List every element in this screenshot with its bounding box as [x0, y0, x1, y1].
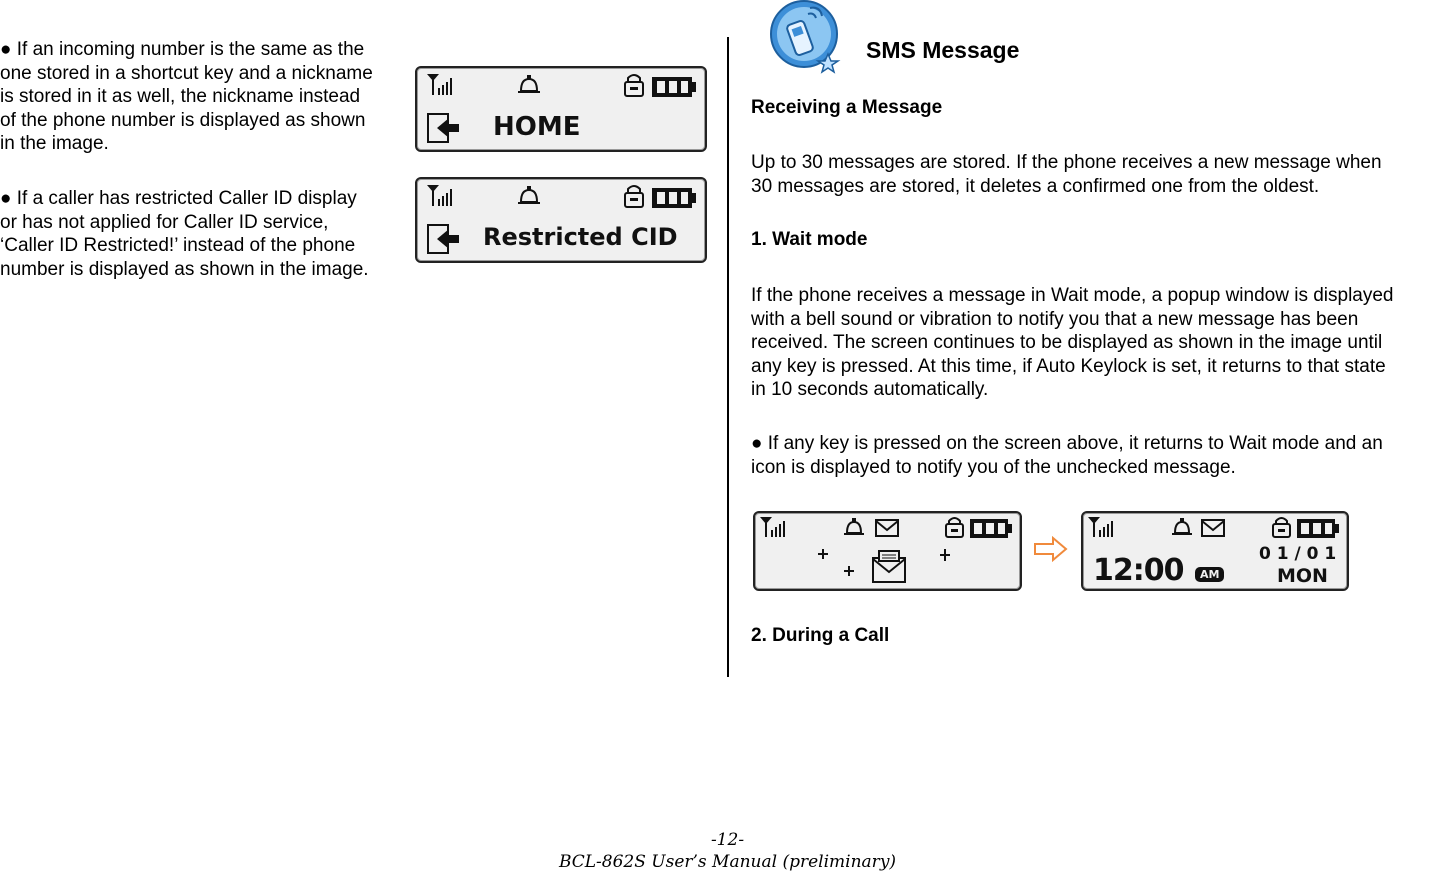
- battery-icon: [1297, 519, 1339, 538]
- wait-mode-paragraph: If the phone receives a message in Wait mode, a popup window is displayed with a bell sound or vibration to notify you that a new message has been received. The screen continues to be displayed as shown in the image until any key is pressed. At this time, if Auto Keylock is set, it returns to that state in 10 seconds automatically.: [751, 285, 1394, 400]
- lcd-ampm-badge: AM: [1195, 567, 1224, 582]
- during-call-heading: 2. During a Call: [751, 625, 890, 646]
- section-title: SMS Message: [866, 37, 1020, 63]
- battery-icon: [652, 188, 696, 208]
- signal-icon: [427, 74, 452, 95]
- lcd-screen-wait-mode: [1081, 511, 1349, 591]
- message-popup-icon: [873, 551, 905, 582]
- wait-mode-heading: 1. Wait mode: [751, 229, 868, 250]
- lock-icon: [625, 186, 643, 207]
- lcd-restricted-cid-label: Restricted CID: [483, 223, 678, 251]
- lcd-screen-home: [415, 66, 707, 152]
- bell-icon: [518, 186, 540, 204]
- bell-icon: [844, 518, 864, 535]
- home-nickname-paragraph: ● If an incoming number is the same as the one stored in a shortcut key and a nickname is stored in it as well, the nickname instead of the phone number is displayed as shown in the image.: [0, 39, 373, 154]
- lcd-weekday: MON: [1277, 565, 1328, 587]
- lcd-date: 0 1 / 0 1: [1259, 544, 1337, 564]
- battery-icon: [970, 519, 1012, 538]
- manual-title: BCL-862S User’s Manual (preliminary): [558, 852, 897, 872]
- signal-icon: [760, 517, 785, 537]
- receiving-heading: Receiving a Message: [751, 97, 943, 118]
- incoming-call-icon: [428, 114, 459, 142]
- lcd-home-label: HOME: [493, 112, 581, 142]
- lcd-screen-restricted-cid: [415, 177, 707, 263]
- page-number: -12-: [710, 830, 745, 850]
- lcd-status-icons: [755, 513, 1020, 589]
- lock-icon: [625, 75, 643, 96]
- envelope-icon: [1202, 520, 1224, 536]
- column-divider: [727, 37, 729, 677]
- restricted-cid-paragraph: ● If a caller has restricted Caller ID display or has not applied for Caller ID service, ‘Caller ID Restricted!’ instead of the phone number is displayed as shown in the image.: [0, 188, 369, 280]
- incoming-call-icon: [428, 225, 459, 253]
- signal-icon: [1088, 517, 1113, 537]
- bell-icon: [1172, 518, 1192, 535]
- bell-icon: [518, 75, 540, 93]
- intro-paragraph: Up to 30 messages are stored. If the phone receives a new message when 30 messages are stored, it deletes a confirmed one from the oldest.: [751, 152, 1382, 197]
- signal-icon: [427, 185, 452, 206]
- lock-icon: [1273, 518, 1290, 537]
- keypress-paragraph: ● If any key is pressed on the screen above, it returns to Wait mode and an icon is displayed to notify you of the unchecked message.: [751, 433, 1383, 478]
- right-arrow-icon: [1033, 536, 1069, 562]
- lcd-screen-new-message: [753, 511, 1022, 591]
- sms-phone-icon: [770, 0, 842, 78]
- battery-icon: [652, 77, 696, 97]
- lcd-clock-time: 12:00: [1093, 553, 1184, 588]
- lock-icon: [946, 518, 963, 537]
- envelope-icon: [876, 520, 898, 536]
